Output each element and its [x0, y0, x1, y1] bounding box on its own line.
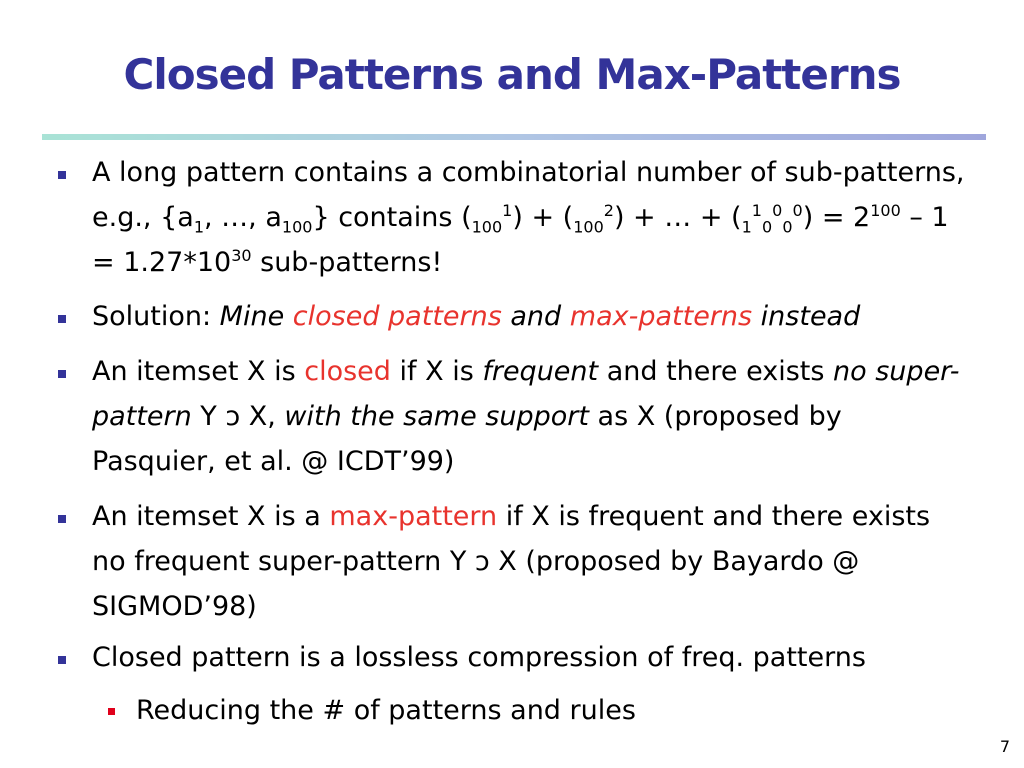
bullet-4: An itemset X is a max-pattern if X is frequent and there exists no frequent super-pattern Y ɔ X (proposed by Bayardo @ SIGMOD’98) [92, 501, 931, 622]
bullet-3: An itemset X is closed if X is frequent and there exists no super-pattern Y ɔ X, with the same support as X (proposed by Pasquier, et al. @ ICDT’99) [92, 356, 960, 477]
bullet-2: Solution: Mine closed patterns and max-patterns instead [92, 301, 861, 332]
bullet-marker [58, 656, 66, 664]
bullet-marker [58, 315, 66, 323]
page-number: 7 [999, 737, 1010, 756]
sub-bullet-1: Reducing the # of patterns and rules [136, 695, 636, 726]
bullet-marker [58, 515, 66, 523]
title-divider [42, 134, 986, 140]
bullet-marker [58, 370, 66, 378]
slide-title: Closed Patterns and Max-Patterns [123, 50, 901, 99]
sub-bullet-marker [108, 708, 115, 715]
bullet-marker [58, 171, 66, 179]
bullet-5: Closed pattern is a lossless compression of freq. patterns [92, 642, 866, 673]
bullet-1: A long pattern contains a combinatorial number of sub-patterns, e.g., {$a_1$, …, $a_{100}$} contains $(_{100}^1) + (_{100}^2)$ + … + $(_1^1_0^0_0^0) = 2^{100} - 1 = 1.27*10^{30}$ sub-patterns! [92, 157, 965, 278]
